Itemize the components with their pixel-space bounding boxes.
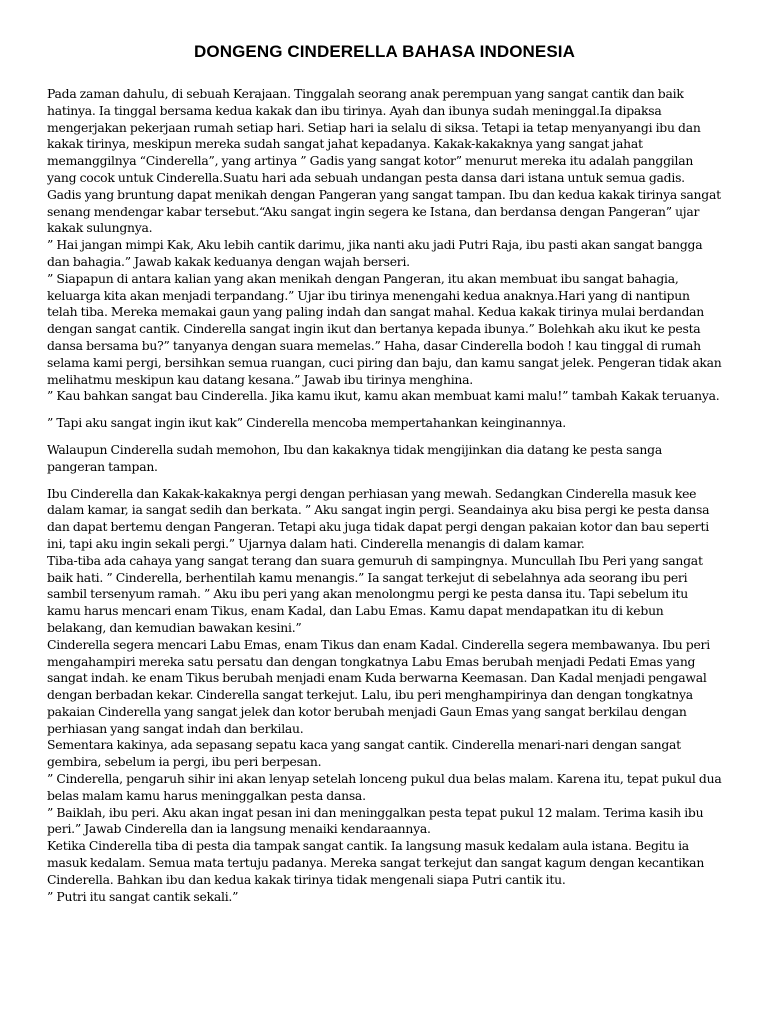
- paragraph: Pada zaman dahulu, di sebuah Kerajaan. Tinggalah seorang anak perempuan yang sangat cantik dan baik hatinya. Ia tinggal bersama kedua kakak dan ibu tirinya. Ayah dan ibunya sudah meninggal.Ia dipaksa mengerjakan pekerjaan rumah setiap hari. Setiap hari ia selalu di siksa. Tetapi ia tetap menyanyangi ibu dan kakak tirinya, meskipun mereka sudah sangat jahat kepadanya. Kakak-kakaknya yang sangat jahat memanggilnya “Cinderella”, yang artinya ” Gadis yang sangat kotor” menurut mereka itu adalah panggilan yang cocok untuk Cinderella.Suatu hari ada sebuah undangan pesta dansa dari istana untuk semua gadis. Gadis yang bruntung dapat menikah dengan Pangeran yang sangat tampan. Ibu dan kedua kakak tirinya sangat senang mendengar kabar tersebut.“Aku sangat ingin segera ke Istana, dan berdansa dengan Pangeran” ujar kakak sulungnya.: [47, 86, 721, 236]
- document-title: DONGENG CINDERELLA BAHASA INDONESIA: [194, 42, 575, 61]
- paragraph: Cinderella segera mencari Labu Emas, enam Tikus dan enam Kadal. Cinderella segera membawanya. Ibu peri mengahampiri mereka satu persatu dan dengan tongkatnya Labu Emas berubah menjadi Pedati Emas yang sangat indah. ke enam Tikus berubah menjadi enam Kuda berwarna Keemasan. Dan Kadal menjadi pengawal dengan berbadan kekar. Cinderella sangat terkejut. Lalu, ibu peri menghampirinya dan dengan tongkatnya pakaian Cinderella yang sangat jelek dan kotor berubah menjadi Gaun Emas yang sangat berkilau dengan perhiasan yang sangat indah dan berkilau.: [47, 636, 710, 736]
- paragraph: ” Cinderella, pengaruh sihir ini akan lenyap setelah lonceng pukul dua belas malam. Karena itu, tepat pukul dua belas malam kamu harus meninggalkan pesta dansa.: [47, 771, 722, 803]
- paragraph: ” Siapapun di antara kalian yang akan menikah dengan Pangeran, itu akan membuat ibu sangat bahagia, keluarga kita akan menjadi terpandang.” Ujar ibu tirinya menengahi kedua anaknya.Hari yang di nantipun telah tiba. Mereka memakai gaun yang paling indah dan sangat mahal. Kedua kakak tirinya mulai berdandan dengan sangat cantik. Cinderella sangat ingin ikut dan bertanya kepada ibunya.” Bolehkah aku ikut ke pesta dansa bersama bu?” tanyanya dengan suara memelas.” Haha, dasar Cinderella bodoh ! kau tinggal di rumah selama kami pergi, bersihkan semua ruangan, cuci piring dan baju, dan kamu sangat jelek. Pengeran tidak akan melihatmu meskipun kau datang kesana.” Jawab ibu tirinya menghina.: [47, 270, 722, 387]
- paragraph: ” Putri itu sangat cantik sekali.”: [47, 888, 239, 904]
- paragraph: ” Hai jangan mimpi Kak, Aku lebih cantik darimu, jika nanti aku jadi Putri Raja, ibu pasti akan sangat bangga dan bahagia.” Jawab kakak keduanya dengan wajah berseri.: [47, 237, 703, 269]
- paragraph: Ibu Cinderella dan Kakak-kakaknya pergi dengan perhiasan yang mewah. Sedangkan Cinderella masuk kee dalam kamar, ia sangat sedih dan berkata. ” Aku sangat ingin pergi. Seandainya aku bisa pergi ke pesta dansa dan dapat bertemu dengan Pangeran. Tetapi aku juga tidak dapat pergi dengan pakaian kotor dan bau seperti ini, tapi aku ingin sekali pergi.” Ujarnya dalam hati. Cinderella menangis di dalam kamar.: [47, 485, 710, 551]
- paragraph: ” Kau bahkan sangat bau Cinderella. Jika kamu ikut, kamu akan membuat kami malu!” tambah Kakak teruanya.: [47, 388, 720, 404]
- paragraph: Ketika Cinderella tiba di pesta dia tampak sangat cantik. Ia langsung masuk kedalam aula istana. Begitu ia masuk kedalam. Semua mata tertuju padanya. Mereka sangat terkejut dan sangat kagum dengan kecantikan Cinderella. Bahkan ibu dan kedua kakak tirinya tidak mengenali siapa Putri cantik itu.: [47, 838, 705, 887]
- paragraph: Walaupun Cinderella sudah memohon, Ibu dan kakaknya tidak mengijinkan dia datang ke pesta sanga pangeran tampan.: [47, 441, 662, 474]
- paragraph: Sementara kakinya, ada sepasang sepatu kaca yang sangat cantik. Cinderella menari-nari dengan sangat gembira, sebelum ia pergi, ibu peri berpesan.: [47, 737, 681, 770]
- paragraph: ” Tapi aku sangat ingin ikut kak” Cinderella mencoba mempertahankan keinginannya.: [47, 415, 566, 431]
- paragraph: Tiba-tiba ada cahaya yang sangat terang dan suara gemuruh di sampingnya. Muncullah Ibu Peri yang sangat baik hati. ” Cinderella, berhentilah kamu menangis.” Ia sangat terkejut di sebelahnya ada seorang ibu peri sambil tersenyum ramah. ” Aku ibu peri yang akan menolongmu pergi ke pesta dansa itu. Tapi sebelum itu kamu harus mencari enam Tikus, enam Kadal, dan Labu Emas. Kamu dapat mendapatkan itu di kebun belakang, dan kemudian bawakan kesini.”: [47, 552, 703, 635]
- paragraph: ” Baiklah, ibu peri. Aku akan ingat pesan ini dan meninggalkan pesta tepat pukul 12 malam. Terima kasih ibu peri.” Jawab Cinderella dan ia langsung menaiki kendaraannya.: [47, 804, 704, 837]
